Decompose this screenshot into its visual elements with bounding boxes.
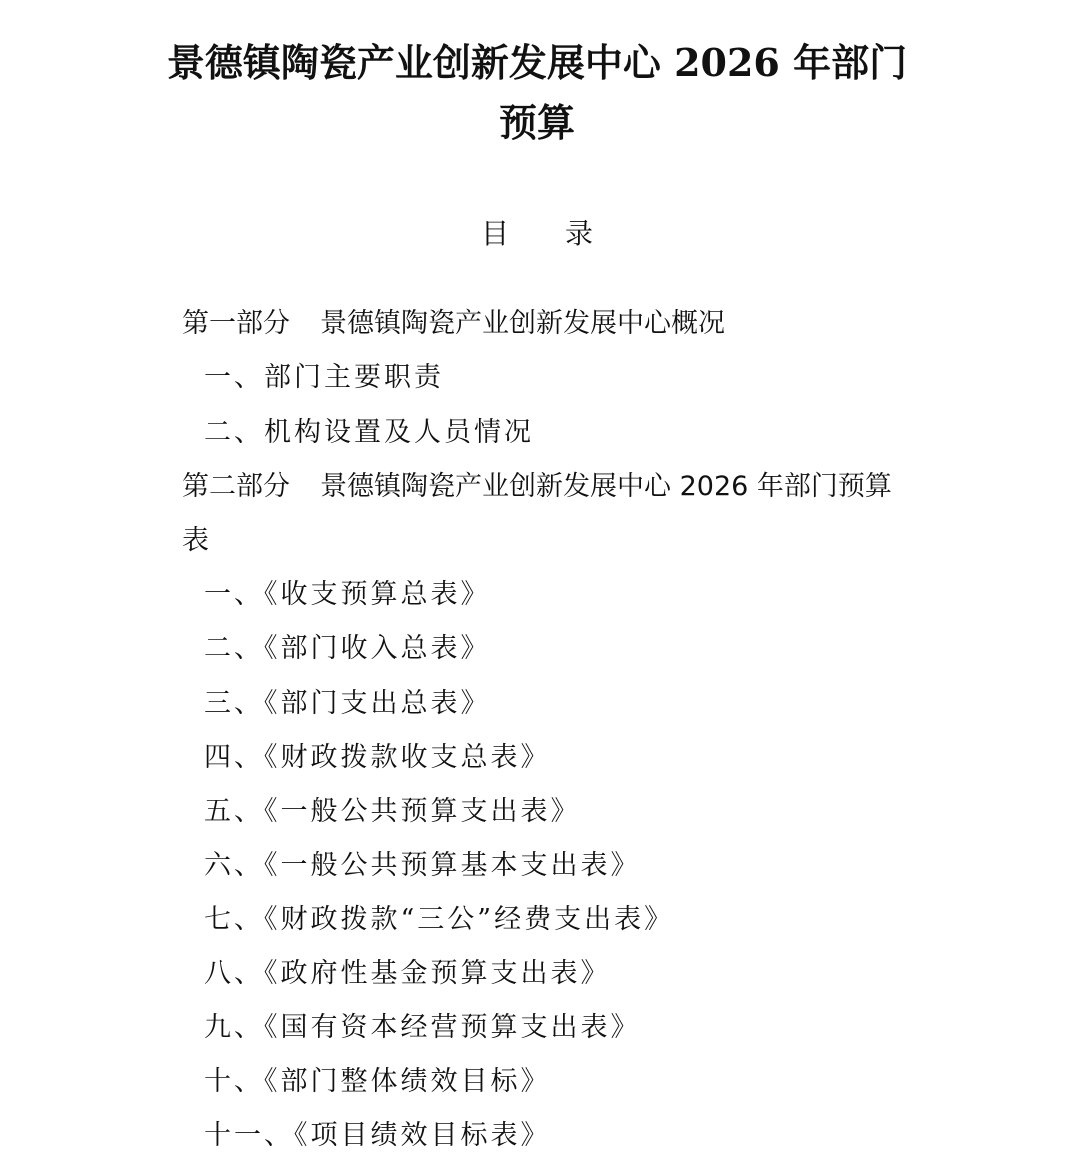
toc-part-1-number: 第一部分 (182, 308, 290, 339)
toc-part-2-item-7: 七、《财政拨款“三公”经费支出表》 (204, 904, 675, 935)
toc-part-1-item-1: 一、部门主要职责 (204, 362, 444, 393)
toc-part-2 (182, 467, 892, 507)
toc-part-2-item-4: 四、《财政拨款收支总表》 (204, 742, 551, 773)
toc-part-2-title-line-1: 景德镇陶瓷产业创新发展中心 2026 年部门预算 (320, 471, 892, 502)
toc-part-2-item-5: 五、《一般公共预算支出表》 (204, 796, 581, 827)
document-title-line-1: 景德镇陶瓷产业创新发展中心 2026 年部门 (166, 40, 908, 85)
toc-part-1-item-2: 二、机构设置及人员情况 (204, 417, 534, 448)
toc-part-2-item-6: 六、《一般公共预算基本支出表》 (204, 850, 641, 881)
toc-part-2-number: 第二部分 (182, 471, 290, 502)
toc-part-2-item-2: 二、《部门收入总表》 (204, 633, 491, 664)
toc-part-2-item-11: 十一、《项目绩效目标表》 (204, 1120, 551, 1151)
toc-part-2-item-8: 八、《政府性基金预算支出表》 (204, 958, 611, 989)
toc-part-2-title-line-2: 表 (182, 525, 209, 556)
toc-part-2-item-3: 三、《部门支出总表》 (204, 688, 491, 719)
toc-heading: 目录 (480, 217, 649, 250)
toc-part-2-item-9: 九、《国有资本经营预算支出表》 (204, 1012, 641, 1043)
toc-part-1-title: 景德镇陶瓷产业创新发展中心概况 (320, 308, 725, 339)
document-title-line-2: 预算 (498, 100, 575, 145)
toc-part-2-item-1: 一、《收支预算总表》 (204, 579, 491, 610)
toc-part-2-item-10: 十、《部门整体绩效目标》 (204, 1066, 551, 1097)
toc-part-1 (182, 304, 725, 344)
